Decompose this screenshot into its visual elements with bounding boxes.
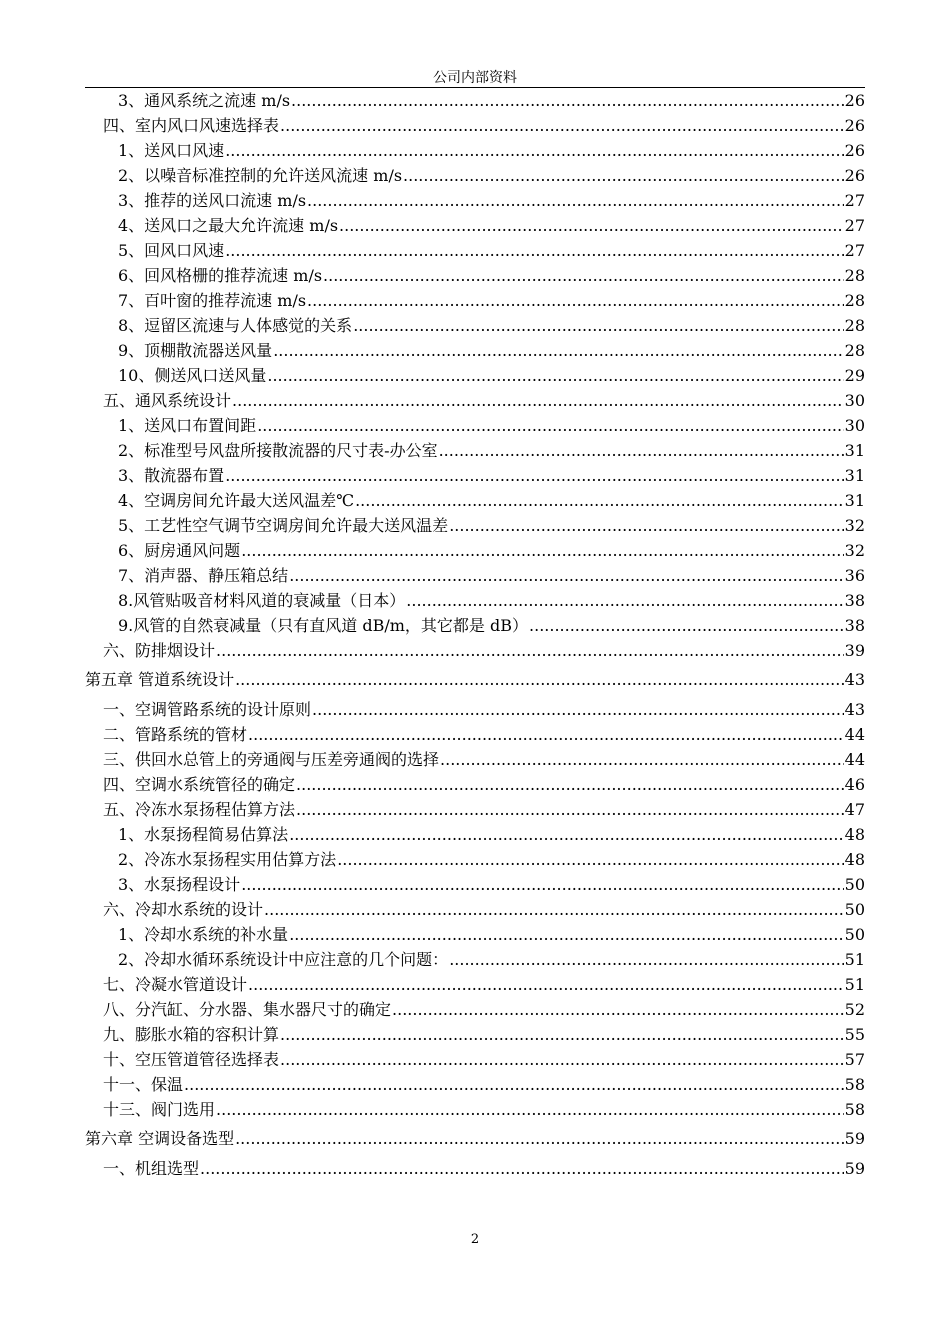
toc-entry-title: 四、空调水系统管径的确定	[103, 775, 296, 794]
toc-entry[interactable]	[85, 213, 865, 238]
toc-dot-leader	[280, 1022, 844, 1047]
toc-entry[interactable]	[85, 588, 865, 613]
toc-page-number: 26	[844, 141, 865, 160]
toc-page-number: 27	[844, 241, 865, 260]
toc-page-number: 30	[844, 391, 865, 410]
toc-dot-leader	[280, 113, 844, 138]
toc-page-number: 28	[844, 291, 865, 310]
toc-entry[interactable]	[85, 238, 865, 263]
toc-entry-title: 9、顶棚散流器送风量	[118, 341, 273, 360]
toc-page-number: 51	[844, 950, 865, 969]
toc-entry[interactable]	[85, 513, 865, 538]
toc-dot-leader	[184, 1072, 844, 1097]
toc-page-number: 38	[844, 616, 865, 635]
toc-dot-leader	[355, 488, 844, 513]
page-header: 公司内部资料	[433, 70, 517, 86]
toc-entry-title: 八、分汽缸、分水器、集水器尺寸的确定	[103, 1000, 392, 1019]
toc-entry-title: 九、膨胀水箱的容积计算	[103, 1025, 280, 1044]
toc-entry[interactable]	[85, 1022, 865, 1047]
toc-entry-title: 6、回风格栅的推荐流速 m/s	[118, 266, 323, 285]
toc-dot-leader	[280, 1047, 844, 1072]
toc-dot-leader	[406, 588, 843, 613]
toc-entry[interactable]	[85, 288, 865, 313]
toc-entry[interactable]	[85, 113, 865, 138]
toc-entry[interactable]	[85, 872, 865, 897]
toc-entry[interactable]	[85, 313, 865, 338]
toc-dot-leader	[339, 213, 844, 238]
toc-dot-leader	[241, 538, 843, 563]
toc-entry-title: 3、推荐的送风口流速 m/s	[118, 191, 307, 210]
toc-entry[interactable]	[85, 1047, 865, 1072]
toc-dot-leader	[289, 563, 843, 588]
toc-page-number: 52	[844, 1000, 865, 1019]
toc-dot-leader	[267, 363, 843, 388]
toc-entry-title: 五、通风系统设计	[103, 391, 232, 410]
toc-page-number: 57	[844, 1050, 865, 1069]
toc-page-number: 51	[844, 975, 865, 994]
toc-dot-leader	[225, 463, 843, 488]
toc-dot-leader	[248, 722, 844, 747]
toc-entry-title: 四、室内风口风速选择表	[103, 116, 280, 135]
toc-page-number: 27	[844, 191, 865, 210]
toc-entry-title: 第五章 管道系统设计	[85, 670, 235, 689]
toc-entry[interactable]	[85, 797, 865, 822]
toc-entry-title: 一、空调管路系统的设计原则	[103, 700, 312, 719]
toc-entry-title: 五、冷冻水泵扬程估算方法	[103, 800, 296, 819]
toc-page-number: 44	[844, 725, 865, 744]
toc-entry[interactable]	[85, 897, 865, 922]
toc-entry-title: 1、送风口布置间距	[118, 416, 257, 435]
toc-page-number: 48	[844, 825, 865, 844]
toc-entry[interactable]	[85, 997, 865, 1022]
toc-dot-leader	[241, 872, 843, 897]
toc-dot-leader	[312, 697, 844, 722]
toc-entry-title: 3、水泵扬程设计	[118, 875, 241, 894]
toc-page-number: 28	[844, 341, 865, 360]
toc-entry[interactable]	[85, 413, 865, 438]
toc-entry[interactable]	[85, 722, 865, 747]
toc-dot-leader	[225, 238, 843, 263]
toc-entry[interactable]	[85, 972, 865, 997]
toc-entry-title: 7、消声器、静压箱总结	[118, 566, 289, 585]
toc-entry[interactable]	[85, 613, 865, 638]
toc-entry-title: 4、空调房间允许最大送风温差℃	[118, 491, 355, 510]
toc-page-number: 28	[844, 316, 865, 335]
toc-dot-leader	[216, 1097, 844, 1122]
toc-entry-title: 1、冷却水系统的补水量	[118, 925, 289, 944]
toc-entry[interactable]	[85, 138, 865, 163]
toc-dot-leader	[392, 997, 844, 1022]
toc-page-number: 48	[844, 850, 865, 869]
toc-entry-title: 第六章 空调设备选型	[85, 1129, 235, 1148]
toc-entry-title: 5、回风口风速	[118, 241, 225, 260]
toc-entry-title: 十三、阀门选用	[103, 1100, 216, 1119]
toc-entry[interactable]	[85, 263, 865, 288]
toc-entry[interactable]	[85, 363, 865, 388]
toc-entry-title: 七、冷凝水管道设计	[103, 975, 248, 994]
toc-entry[interactable]	[85, 1072, 865, 1097]
toc-entry[interactable]	[85, 163, 865, 188]
toc-dot-leader	[225, 138, 843, 163]
toc-dot-leader	[273, 338, 843, 363]
toc-entry-title: 1、送风口风速	[118, 141, 225, 160]
toc-entry-title: 2、冷却水循环系统设计中应注意的几个问题：	[118, 950, 449, 969]
toc-entry[interactable]	[85, 747, 865, 772]
toc-dot-leader	[307, 288, 844, 313]
toc-entry-title: 5、工艺性空气调节空调房间允许最大送风温差	[118, 516, 449, 535]
toc-dot-leader	[257, 413, 843, 438]
toc-entry-title: 8.风管贴吸音材料风道的衰减量（日本）	[118, 591, 406, 610]
toc-entry[interactable]	[85, 638, 865, 663]
toc-entry[interactable]	[85, 388, 865, 413]
toc-entry-title: 7、百叶窗的推荐流速 m/s	[118, 291, 307, 310]
toc-dot-leader	[232, 388, 844, 413]
toc-entry-title: 10、侧送风口送风量	[118, 366, 267, 385]
toc-dot-leader	[289, 922, 843, 947]
toc-page-number: 26	[844, 91, 865, 110]
toc-chapter-entry[interactable]	[85, 663, 865, 697]
toc-page-number: 32	[844, 541, 865, 560]
toc-dot-leader	[200, 1156, 844, 1181]
toc-entry[interactable]	[85, 1097, 865, 1122]
toc-page-number: 58	[844, 1075, 865, 1094]
toc-page-number: 59	[844, 1129, 865, 1148]
toc-entry-title: 1、水泵扬程简易估算法	[118, 825, 289, 844]
toc-page-number: 44	[844, 750, 865, 769]
toc-page-number: 31	[844, 491, 865, 510]
toc-page-number: 58	[844, 1100, 865, 1119]
toc-page-number: 31	[844, 466, 865, 485]
toc-dot-leader	[307, 188, 844, 213]
toc-dot-leader	[323, 263, 844, 288]
toc-page-number: 30	[844, 416, 865, 435]
toc-dot-leader	[289, 822, 843, 847]
toc-page-number: 26	[844, 166, 865, 185]
toc-entry[interactable]	[85, 438, 865, 463]
toc-entry[interactable]	[85, 88, 865, 113]
toc-entry-title: 一、机组选型	[103, 1159, 200, 1178]
table-of-contents	[85, 88, 865, 1181]
toc-entry-title: 8、逗留区流速与人体感觉的关系	[118, 316, 353, 335]
toc-entry[interactable]	[85, 338, 865, 363]
toc-entry-title: 2、以噪音标准控制的允许送风流速 m/s	[118, 166, 403, 185]
toc-page-number: 55	[844, 1025, 865, 1044]
toc-entry-title: 二、管路系统的管材	[103, 725, 248, 744]
toc-page-number: 32	[844, 516, 865, 535]
toc-page-number: 50	[844, 925, 865, 944]
toc-dot-leader	[296, 772, 844, 797]
toc-entry-title: 4、送风口之最大允许流速 m/s	[118, 216, 339, 235]
toc-page-number: 47	[844, 800, 865, 819]
toc-entry[interactable]	[85, 188, 865, 213]
toc-page-number: 50	[844, 875, 865, 894]
toc-chapter-entry[interactable]	[85, 1122, 865, 1156]
toc-entry-title: 六、冷却水系统的设计	[103, 900, 264, 919]
toc-entry[interactable]	[85, 947, 865, 972]
toc-dot-leader	[403, 163, 844, 188]
toc-page-number: 27	[844, 216, 865, 235]
toc-dot-leader	[337, 847, 843, 872]
toc-entry-title: 3、散流器布置	[118, 466, 225, 485]
toc-entry[interactable]	[85, 463, 865, 488]
toc-entry[interactable]	[85, 847, 865, 872]
toc-page-number: 59	[844, 1159, 865, 1178]
toc-entry[interactable]	[85, 488, 865, 513]
toc-entry-title: 9.风管的自然衰减量（只有直风道 dB/m，其它都是 dB）	[118, 616, 529, 635]
toc-entry-title: 十一、保温	[103, 1075, 184, 1094]
toc-entry[interactable]	[85, 822, 865, 847]
toc-dot-leader	[529, 613, 844, 638]
toc-dot-leader	[439, 438, 844, 463]
toc-entry-title: 3、通风系统之流速 m/s	[118, 91, 291, 110]
toc-dot-leader	[216, 638, 844, 663]
toc-page-number: 46	[844, 775, 865, 794]
toc-dot-leader	[449, 513, 843, 538]
toc-page-number: 50	[844, 900, 865, 919]
toc-entry[interactable]	[85, 1156, 865, 1181]
toc-entry-title: 六、防排烟设计	[103, 641, 216, 660]
toc-entry[interactable]	[85, 772, 865, 797]
toc-entry-title: 三、供回水总管上的旁通阀与压差旁通阀的选择	[103, 750, 440, 769]
toc-page-number: 31	[844, 441, 865, 460]
toc-dot-leader	[235, 663, 844, 697]
toc-entry[interactable]	[85, 563, 865, 588]
toc-dot-leader	[264, 897, 844, 922]
toc-entry[interactable]	[85, 697, 865, 722]
toc-page-number: 28	[844, 266, 865, 285]
toc-dot-leader	[248, 972, 844, 997]
toc-entry[interactable]	[85, 922, 865, 947]
toc-page-number: 38	[844, 591, 865, 610]
toc-entry-title: 2、冷冻水泵扬程实用估算方法	[118, 850, 337, 869]
toc-dot-leader	[296, 797, 844, 822]
toc-dot-leader	[449, 947, 843, 972]
toc-page-number: 43	[844, 700, 865, 719]
toc-dot-leader	[235, 1122, 844, 1156]
toc-entry[interactable]	[85, 538, 865, 563]
toc-entry-title: 2、标准型号风盘所接散流器的尺寸表-办公室	[118, 441, 438, 460]
toc-page-number: 43	[844, 670, 865, 689]
toc-page-number: 29	[844, 366, 865, 385]
toc-page-number: 36	[844, 566, 865, 585]
toc-page-number: 26	[844, 116, 865, 135]
toc-page-number: 39	[844, 641, 865, 660]
toc-entry-title: 十、空压管道管径选择表	[103, 1050, 280, 1069]
toc-dot-leader	[291, 88, 844, 113]
toc-dot-leader	[440, 747, 844, 772]
toc-entry-title: 6、厨房通风问题	[118, 541, 241, 560]
toc-dot-leader	[353, 313, 843, 338]
page-number: 2	[470, 1232, 480, 1247]
